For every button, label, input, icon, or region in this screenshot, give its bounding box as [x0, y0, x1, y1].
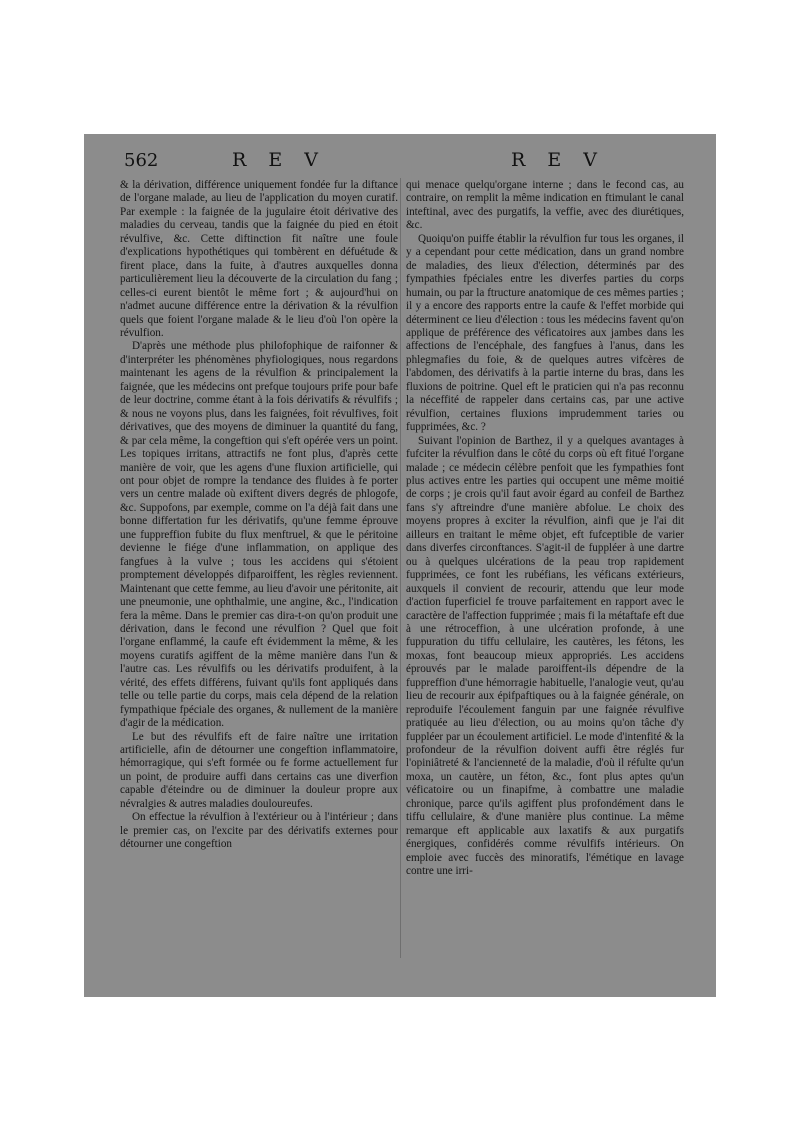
page-number: 562	[124, 150, 159, 171]
paragraph: On effectue la révulfion à l'extérieur ou à l'intérieur ; dans le premier cas, on l'excite par des dérivatifs externes pour détourner une congeftion	[120, 811, 398, 851]
running-head-left: R E V	[232, 149, 326, 171]
paragraph: qui menace quelqu'organe interne ; dans le fecond cas, au contraire, on remplit la même indication en ftimulant le canal inteftinal, avec des purgatifs, la veffie, avec des diurétiques, &c.	[406, 179, 684, 232]
paragraph: Suivant l'opinion de Barthez, il y a quelques avantages à fufciter la révulfion dans le côté du corps où eft fitué l'organe malade ; ce médecin célèbre penfoit que les fympathies font plus actives entre les parties qui occupent une même moitié de corps ; je crois qu'il faut avoir égard au confeil de Barthez fans s'y aftreindre d'une manière abfolue. Le choix des moyens propres à exciter la révulfion, ainfi que je l'ai dit ailleurs en traitant le même objet, eft fufceptible de varier dans diverfes circonftances. S'agit-il de fuppléer à une dartre ou à quelques ulcérations de la peau trop rapidement fupprimées, ce font les rubéfians, les véficans extérieurs, auxquels il convient de recourir, attendu que leur mode d'action fuperficiel fe trouve parfaitement en rapport avec le caractère de l'affection fupprimée ; mais fi la métaftafe eft due à une rétroceffion, à une ulcération profonde, à une fuppuration du tiffu cellulaire, les cautères, les fétons, les moxas, font beaucoup mieux appropriés. Les accidens éprouvés par le malade paroiffent-ils dépendre de la fuppreffion d'une hémorragie habituelle, l'analogie veut, qu'au lieu de recourir aux épifpaftiques ou à la faignée générale, on reproduife l'écoulement fanguin par une faignée révulfive pratiquée au lieu d'élection, ou au moins qu'on tâche d'y fuppléer par un écoulement artificiel. Le mode d'intenfité & la profondeur de la révulfion doivent auffi être réglés fur l'opiniâtreté & l'ancienneté de la maladie, d'où il réfulte qu'un moxa, un cautère, un féton, &c., font plus aptes qu'un véficatoire ou un finapifme, à combattre une maladie chronique, parce qu'ils agiffent plus profondément dans le tiffu cellulaire, & d'une manière plus continue. La même remarque eft applicable aux laxatifs & aux purgatifs énergiques, confidérés comme révulfifs intérieurs. On emploie avec fuccès des minoratifs, l'émétique en lavage contre une irri-	[406, 434, 684, 878]
paragraph: Quoiqu'on puiffe établir la révulfion fur tous les organes, il y a cependant pour cette médication, dans un grand nombre de maladies, des lieux d'élection, déterminés par des fympathies fpéciales entre les diverfes parties du corps humain, ou par la ftructure anatomique de ces mêmes parties ; il y a encore des rapports entre la caufe & l'effet morbide qui déterminent ce lieu d'élection : tous les médecins favent qu'on applique de préférence des véficatoires aux jambes dans les affections de l'encéphale, des fangfues à l'anus, dans les phlegmafies du foie, & de quelques autres vifcères de l'abdomen, des dérivatifs à la partie interne du bras, dans les fluxions de poitrine. Quel eft le praticien qui n'a pas reconnu la néceffité de rappeler dans certains cas, par une active révulfion, certaines fluxions imprudemment taries ou fupprimées, &c. ?	[406, 232, 684, 434]
right-column	[406, 179, 684, 879]
paragraph: & la dérivation, différence uniquement fondée fur la diftance de l'organe malade, au lieu de l'application du moyen curatif. Par exemple : la faignée de la jugulaire étoit dérivative des maladies du cerveau, tandis que la faignée du pied en étoit révulfive, &c. Cette diftinction fit naître une foule d'explications hypothétiques qui tombèrent en défuétude & firent place, dans la fuite, à d'autres auxquelles donna particulièrement lieu la découverte de la circulation du fang ; celles-ci eurent bientôt le même fort ; & aujourd'hui on n'admet aucune différence entre la dérivation & la révulfion quels que foient l'organe malade & le lieu d'où l'on opère la révulfion.	[120, 179, 398, 339]
paragraph: Le but des révulfifs eft de faire naître une irritation artificielle, afin de détourner une congeftion inflammatoire, hémorragique, qui s'eft formée ou fe forme actuellement fur un point, de produire auffi dans certains cas une diverfion capable d'éteindre ou de diminuer la douleur propre aux névralgies & autres maladies douloureufes.	[120, 730, 398, 810]
scanned-page	[84, 134, 716, 997]
paragraph: D'après une méthode plus philofophique de raifonner & d'interpréter les phénomènes phyfiologiques, nous regardons maintenant les agens de la révulfion & principalement la faignée, que les médecins ont prefque toujours prife pour bafe de leur doctrine, comme étant à la fois dérivatifs & révulfifs ; & nous ne voyons plus, dans les faignées, foit révulfives, foit dérivatives, que des moyens de diminuer la quantité du fang, & par cela même, la congeftion qui s'eft opérée vers un point. Les topiques irritans, attractifs ne font plus, d'après cette manière de voir, que les agens d'une fluxion artificielle, qui ont pour objet de rompre la tendance des fluides à fe porter vers un centre malade où exiftent divers degrés de phlogofe, &c. Suppofons, par exemple, comme on l'a déjà fait dans une bonne differtation fur les dérivatifs, qu'une femme éprouve une fuppreffion fubite du flux menftruel, & que le péritoine devienne le fiége d'une inflammation, on applique des fangfues à la vulve ; tous les accidens qui s'étoient promptement développés difparoiffent, les règles reviennent. Maintenant que cette femme, au lieu d'avoir une péritonite, ait une pneumonie, une ophthalmie, une angine, &c., l'indication fera la même. Dans le premier cas dira-t-on qu'on produit une dérivation, dans le fecond une révulfion ? Quel que foit l'organe enflammé, la caufe eft évidemment la même, & les moyens curatifs agiffent de la même manière dans l'un & l'autre cas. Les révulfifs ou les dérivatifs produifent, à la vérité, des effets différens, fuivant qu'ils font appliqués dans telle ou telle partie du corps, mais cela dépend de la relation fympathique fpéciale des organes, & nullement de la manière d'agir de la médication.	[120, 340, 398, 730]
column-divider	[400, 178, 401, 958]
left-column	[120, 179, 398, 852]
running-head-right: R E V	[511, 149, 605, 171]
